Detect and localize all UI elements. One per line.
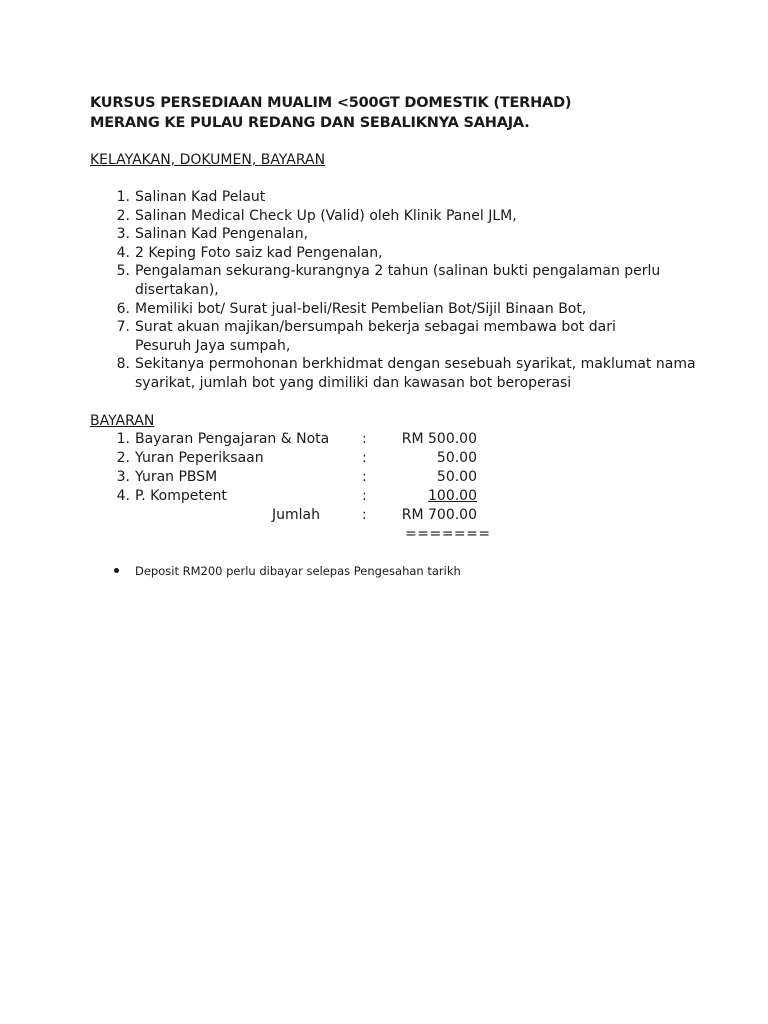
list-item-text: Memiliki bot/ Surat jual-beli/Resit Pembelian Bot/Sijil Binaan Bot, (135, 300, 587, 317)
payment-heading: BAYARAN (90, 413, 155, 429)
document-title-line-1: KURSUS PERSEDIAAN MUALIM <500GT DOMESTIK (TERHAD) (90, 95, 572, 111)
list-item-number: 3. (116, 226, 130, 243)
list-item-number: 6. (116, 300, 130, 317)
list-item (0, 207, 768, 226)
payment-total-colon: : (362, 507, 367, 523)
list-item-text: Salinan Kad Pengenalan, (135, 226, 309, 243)
payment-total-amount: RM 700.00 (401, 507, 477, 523)
payment-row (0, 430, 768, 449)
list-item-line: disertakan), (135, 281, 219, 298)
list-item (0, 355, 768, 392)
list-item-text: 2 Keping Foto saiz kad Pengenalan, (135, 244, 383, 261)
list-item-text: Salinan Kad Pelaut (135, 189, 266, 205)
payment-double-line-row (0, 525, 768, 544)
deposit-note-text: Deposit RM200 perlu dibayar selepas Pengesahan tarikh (135, 564, 461, 578)
payment-row (0, 468, 768, 487)
payment-row-amount: 50.00 (436, 469, 477, 485)
list-item (0, 225, 768, 244)
list-item-number: 2. (116, 207, 130, 224)
list-item-text (135, 355, 696, 392)
list-item-number: 4. (116, 244, 130, 261)
payment-row-colon: : (362, 431, 367, 447)
requirements-list (0, 188, 768, 393)
payment-row-label: Bayaran Pengajaran & Nota (135, 431, 330, 447)
list-item-text (135, 262, 660, 299)
bullet-icon (114, 568, 119, 573)
payment-row-number: 1. (116, 431, 130, 447)
list-item (0, 300, 768, 319)
payment-row-number: 2. (116, 450, 130, 466)
list-item (0, 262, 768, 299)
payment-double-line: ======= (405, 526, 491, 542)
payment-row-colon: : (362, 450, 367, 466)
payment-table (0, 430, 768, 544)
list-item-line: Surat akuan majikan/bersumpah bekerja sebagai membawa bot dari (135, 319, 616, 336)
list-item (0, 318, 768, 355)
list-item-line: Pesuruh Jaya sumpah, (135, 337, 291, 354)
list-item-text (135, 318, 616, 355)
payment-row-amount: RM 500.00 (401, 431, 477, 447)
list-item-line: Sekitanya permohonan berkhidmat dengan sesebuah syarikat, maklumat nama (135, 356, 696, 373)
list-item-number: 7. (116, 319, 130, 336)
payment-total-row (0, 506, 768, 525)
list-item-line: Pengalaman sekurang-kurangnya 2 tahun (salinan bukti pengalaman perlu (135, 263, 661, 280)
payment-row-amount: 50.00 (436, 450, 477, 466)
payment-row (0, 449, 768, 468)
payment-total-label: Jumlah (272, 507, 320, 523)
payment-row (0, 487, 768, 506)
list-item-text: Salinan Medical Check Up (Valid) oleh Klinik Panel JLM, (135, 207, 517, 224)
requirements-heading: KELAYAKAN, DOKUMEN, BAYARAN (90, 152, 326, 168)
list-item-line: syarikat, jumlah bot yang dimiliki dan kawasan bot beroperasi (135, 374, 572, 391)
document-title-line-2: MERANG KE PULAU REDANG DAN SEBALIKNYA SAHAJA. (90, 115, 530, 131)
list-item (0, 188, 768, 207)
payment-row-amount: 100.00 (428, 488, 477, 504)
list-item-number: 5. (116, 263, 130, 280)
payment-row-label: Yuran PBSM (135, 469, 218, 485)
payment-row-number: 3. (116, 469, 130, 485)
payment-row-label: Yuran Peperiksaan (135, 450, 264, 466)
payment-row-number: 4. (116, 488, 130, 504)
list-item-number: 1. (116, 189, 130, 205)
list-item (0, 244, 768, 263)
deposit-note (0, 562, 768, 580)
payment-row-colon: : (362, 469, 367, 485)
list-item-number: 8. (116, 356, 130, 373)
payment-row-colon: : (362, 488, 367, 504)
payment-row-label: P. Kompetent (135, 488, 227, 504)
